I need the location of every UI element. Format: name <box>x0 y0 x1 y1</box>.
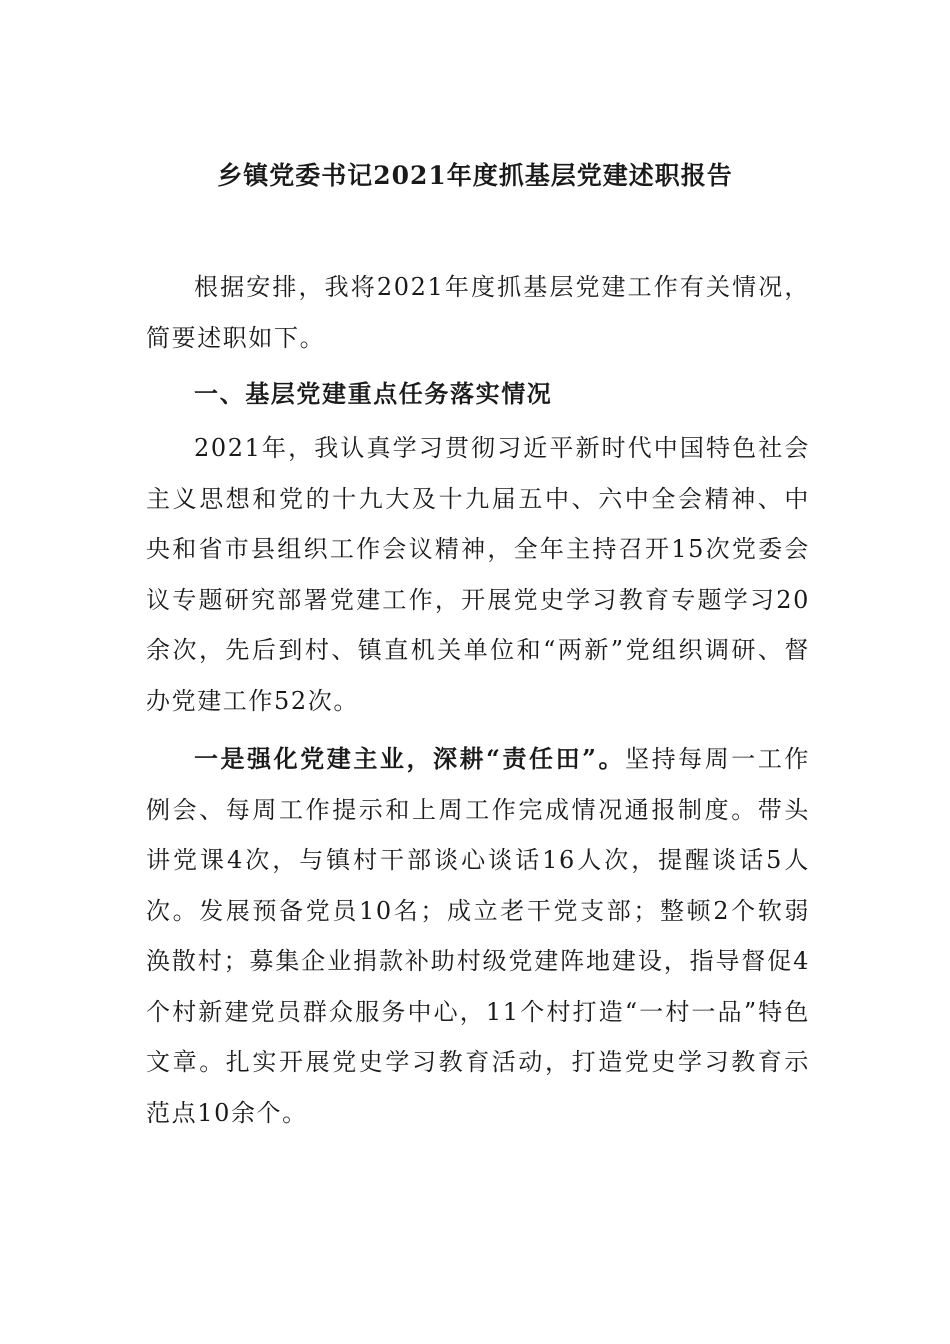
document-title: 乡镇党委书记2021年度抓基层党建述职报告 <box>217 161 733 190</box>
document-body <box>146 262 810 1138</box>
body-paragraph: 2021年，我认真学习贯彻习近平新时代中国特色社会主义思想和党的十九大及十九届五中、六中全会精神、中央和省市县组织工作会议精神，全年主持召开15次党委会议专题研究部署党建工作，开展党史学习教育专题学习20余次，先后到村、镇直机关单位和“两新”党组织调研、督办党建工作52次。 <box>146 434 810 715</box>
intro-paragraph: 根据安排，我将2021年度抓基层党建工作有关情况，简要述职如下。 <box>146 273 810 352</box>
paragraph-text: 坚持每周一工作例会、每周工作提示和上周工作完成情况通报制度。带头讲党课4次，与镇村干部谈心谈话16人次，提醒谈话5人次。发展预备党员10名；成立老干党支部；整顿2个软弱涣散村；募集企业捐款补助村级党建阵地建设，指导督促4个村新建党员群众服务中心，11个村打造“一村一品”特色文章。扎实开展党史学习教育活动，打造党史学习教育示范点10余个。 <box>146 745 810 1127</box>
section-heading: 一、基层党建重点任务落实情况 <box>194 379 553 408</box>
body-paragraph <box>146 734 810 1138</box>
paragraph-lead: 一是强化党建主业，深耕“责任田”。 <box>194 744 626 773</box>
